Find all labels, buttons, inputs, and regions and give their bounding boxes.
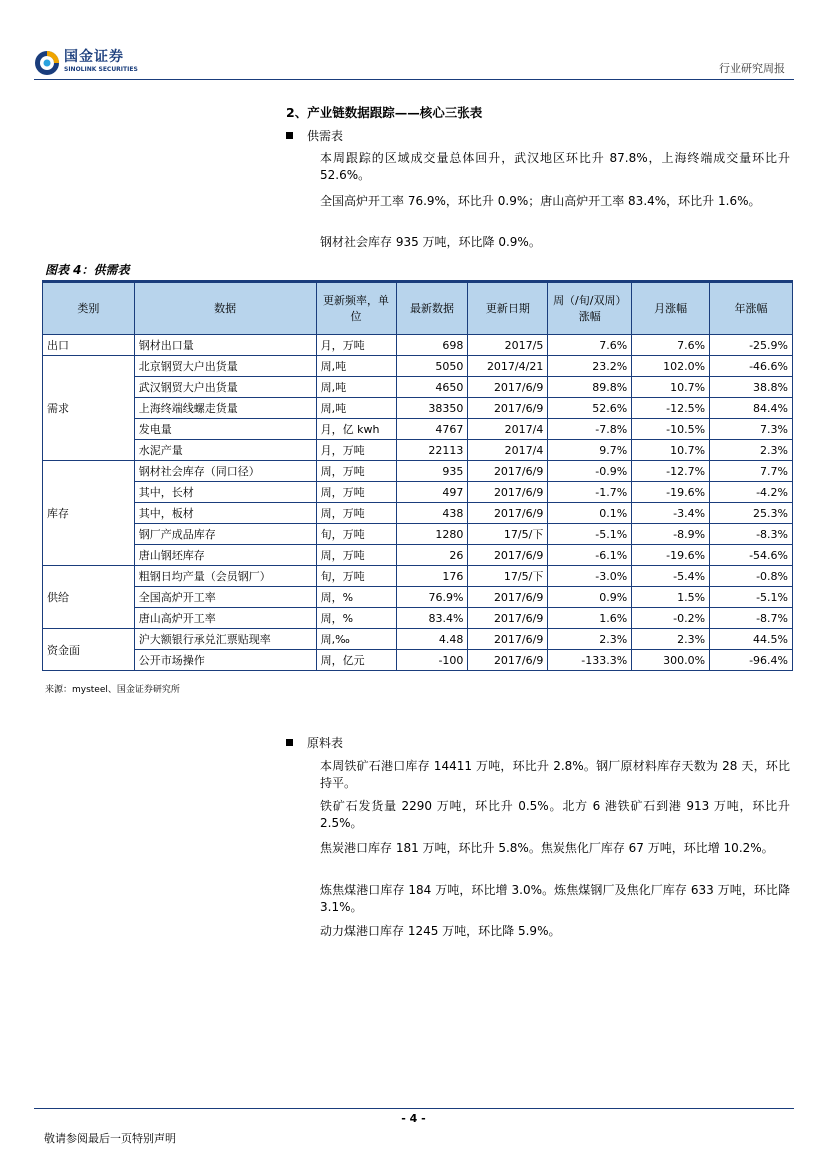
table-row [43, 566, 793, 587]
report-type: 行业研究周报 [719, 62, 785, 75]
sinolink-logo-icon [34, 50, 60, 76]
cell-month-change: -12.5% [632, 398, 710, 419]
cell-date: 17/5/下 [468, 566, 548, 587]
cell-month-change: 10.7% [632, 440, 710, 461]
cell-date: 2017/6/9 [468, 398, 548, 419]
cell-date: 2017/6/9 [468, 608, 548, 629]
cell-unit: 月，万吨 [316, 440, 396, 461]
cell-item: 沪大额银行承兑汇票贴现率 [134, 629, 316, 650]
cell-unit: 旬，万吨 [316, 524, 396, 545]
cell-month-change: 300.0% [632, 650, 710, 671]
supply-demand-paragraph-2: 全国高炉开工率 76.9%，环比升 0.9%；唐山高炉开工率 83.4%，环比升 1.6%。 [320, 194, 761, 208]
cell-week-change: -0.9% [548, 461, 632, 482]
supply-demand-table [42, 282, 793, 671]
cell-year-change: -46.6% [710, 356, 793, 377]
cell-week-change: -1.7% [548, 482, 632, 503]
cell-year-change: 44.5% [710, 629, 793, 650]
cell-item: 钢材社会库存（同口径） [134, 461, 316, 482]
cell-category: 需求 [43, 356, 135, 461]
cell-item: 水泥产量 [134, 440, 316, 461]
cell-date: 2017/6/9 [468, 377, 548, 398]
cell-date: 2017/6/9 [468, 503, 548, 524]
cell-month-change: 10.7% [632, 377, 710, 398]
cell-year-change: -25.9% [710, 335, 793, 356]
cell-date: 2017/4 [468, 419, 548, 440]
cell-latest: 176 [396, 566, 468, 587]
company-logo [34, 50, 154, 76]
table-row [43, 629, 793, 650]
section-title: 2、产业链数据跟踪——核心三张表 [286, 105, 483, 120]
cell-date: 2017/6/9 [468, 482, 548, 503]
cell-month-change: 102.0% [632, 356, 710, 377]
table-row [43, 545, 793, 566]
cell-date: 2017/4/21 [468, 356, 548, 377]
raw-materials-paragraph-2: 铁矿石发货量 2290 万吨，环比升 0.5%。北方 6 港铁矿石到港 913 万吨，环比升 2.5%。 [320, 799, 790, 830]
table-row [43, 503, 793, 524]
cell-date: 2017/6/9 [468, 587, 548, 608]
figure-title: 图表 4：供需表 [45, 263, 130, 277]
cell-week-change: 7.6% [548, 335, 632, 356]
cell-category: 资金面 [43, 629, 135, 671]
cell-week-change: 0.9% [548, 587, 632, 608]
table-row [43, 608, 793, 629]
cell-unit: 周，万吨 [316, 545, 396, 566]
cell-unit: 周,吨 [316, 356, 396, 377]
raw-materials-paragraph-1: 本周铁矿石港口库存 14411 万吨，环比升 2.8%。钢厂原材料库存天数为 28 天，环比持平。 [320, 759, 790, 790]
cell-latest: 4767 [396, 419, 468, 440]
col-header-item: 数据 [134, 283, 316, 335]
header-divider [34, 79, 794, 80]
cell-month-change: -19.6% [632, 545, 710, 566]
table-body [43, 335, 793, 671]
cell-month-change: -3.4% [632, 503, 710, 524]
cell-latest: 4650 [396, 377, 468, 398]
cell-category: 出口 [43, 335, 135, 356]
table-row [43, 524, 793, 545]
cell-year-change: 7.3% [710, 419, 793, 440]
col-header-date: 更新日期 [468, 283, 548, 335]
cell-latest: 26 [396, 545, 468, 566]
footer-disclaimer: 敬请参阅最后一页特别声明 [44, 1132, 176, 1145]
cell-week-change: 2.3% [548, 629, 632, 650]
supply-demand-heading-text: 供需表 [307, 129, 344, 143]
col-header-week-change: 周（/旬/双周）涨幅 [548, 283, 632, 335]
cell-unit: 月，亿 kwh [316, 419, 396, 440]
supply-demand-paragraph-1: 本周跟踪的区域成交量总体回升，武汉地区环比升 87.8%，上海终端成交量环比升 52.6%。 [320, 151, 790, 182]
cell-year-change: 2.3% [710, 440, 793, 461]
cell-item: 钢厂产成品库存 [134, 524, 316, 545]
logo-english-name: SINOLINK SECURITIES [64, 66, 138, 73]
cell-unit: 周，% [316, 608, 396, 629]
table-row [43, 587, 793, 608]
figure-source: 来源：mysteel、国金证券研究所 [45, 685, 180, 695]
cell-item: 粗钢日均产量（会员钢厂） [134, 566, 316, 587]
cell-unit: 周，万吨 [316, 461, 396, 482]
cell-week-change: -3.0% [548, 566, 632, 587]
cell-month-change: -0.2% [632, 608, 710, 629]
cell-latest: 497 [396, 482, 468, 503]
cell-latest: -100 [396, 650, 468, 671]
col-header-category: 类别 [43, 283, 135, 335]
square-bullet-icon [286, 132, 293, 139]
cell-week-change: 89.8% [548, 377, 632, 398]
table-row [43, 398, 793, 419]
cell-date: 2017/6/9 [468, 461, 548, 482]
cell-year-change: 38.8% [710, 377, 793, 398]
table-row [43, 440, 793, 461]
page-header [0, 0, 827, 80]
cell-latest: 1280 [396, 524, 468, 545]
cell-unit: 周,吨 [316, 398, 396, 419]
cell-year-change: -0.8% [710, 566, 793, 587]
cell-latest: 22113 [396, 440, 468, 461]
cell-category: 库存 [43, 461, 135, 566]
cell-year-change: -96.4% [710, 650, 793, 671]
cell-unit: 月，万吨 [316, 335, 396, 356]
footer-divider [34, 1108, 794, 1109]
cell-year-change: -8.7% [710, 608, 793, 629]
cell-week-change: 1.6% [548, 608, 632, 629]
cell-week-change: 23.2% [548, 356, 632, 377]
cell-unit: 旬，万吨 [316, 566, 396, 587]
cell-date: 2017/6/9 [468, 545, 548, 566]
raw-materials-paragraph-3: 焦炭港口库存 181 万吨，环比升 5.8%。焦炭焦化厂库存 67 万吨，环比增 10.2%。 [320, 841, 774, 855]
cell-item: 其中，板材 [134, 503, 316, 524]
square-bullet-icon [286, 739, 293, 746]
cell-month-change: -8.9% [632, 524, 710, 545]
supply-demand-heading [286, 127, 343, 144]
col-header-month-change: 月涨幅 [632, 283, 710, 335]
cell-week-change: -5.1% [548, 524, 632, 545]
cell-month-change: 1.5% [632, 587, 710, 608]
cell-month-change: 2.3% [632, 629, 710, 650]
cell-item: 上海终端线螺走货量 [134, 398, 316, 419]
table-row [43, 419, 793, 440]
col-header-year-change: 年涨幅 [710, 283, 793, 335]
cell-category: 供给 [43, 566, 135, 629]
cell-item: 唐山钢坯库存 [134, 545, 316, 566]
cell-item: 公开市场操作 [134, 650, 316, 671]
table-row [43, 461, 793, 482]
cell-month-change: -5.4% [632, 566, 710, 587]
cell-week-change: 9.7% [548, 440, 632, 461]
cell-week-change: -6.1% [548, 545, 632, 566]
raw-materials-heading [286, 734, 343, 751]
cell-item: 武汉钢贸大户出货量 [134, 377, 316, 398]
cell-week-change: 0.1% [548, 503, 632, 524]
cell-date: 2017/4 [468, 440, 548, 461]
cell-latest: 83.4% [396, 608, 468, 629]
table-header-row [43, 283, 793, 335]
cell-item: 全国高炉开工率 [134, 587, 316, 608]
cell-latest: 698 [396, 335, 468, 356]
cell-year-change: 25.3% [710, 503, 793, 524]
supply-demand-paragraph-3: 钢材社会库存 935 万吨，环比降 0.9%。 [320, 235, 541, 249]
cell-week-change: -133.3% [548, 650, 632, 671]
cell-latest: 4.48 [396, 629, 468, 650]
cell-year-change: -4.2% [710, 482, 793, 503]
cell-item: 发电量 [134, 419, 316, 440]
cell-unit: 周,吨 [316, 377, 396, 398]
cell-year-change: -5.1% [710, 587, 793, 608]
cell-month-change: 7.6% [632, 335, 710, 356]
cell-unit: 周,‰ [316, 629, 396, 650]
cell-item: 北京钢贸大户出货量 [134, 356, 316, 377]
cell-month-change: -19.6% [632, 482, 710, 503]
cell-date: 2017/6/9 [468, 629, 548, 650]
cell-latest: 935 [396, 461, 468, 482]
cell-year-change: 84.4% [710, 398, 793, 419]
cell-latest: 38350 [396, 398, 468, 419]
col-header-latest: 最新数据 [396, 283, 468, 335]
col-header-unit: 更新频率，单位 [316, 283, 396, 335]
cell-year-change: -8.3% [710, 524, 793, 545]
cell-week-change: -7.8% [548, 419, 632, 440]
cell-date: 2017/6/9 [468, 650, 548, 671]
raw-materials-paragraph-4: 炼焦煤港口库存 184 万吨，环比增 3.0%。炼焦煤钢厂及焦化厂库存 633 万吨，环比降 3.1%。 [320, 883, 790, 914]
logo-chinese-name: 国金证券 [64, 49, 124, 65]
cell-unit: 周，万吨 [316, 503, 396, 524]
cell-unit: 周，万吨 [316, 482, 396, 503]
raw-materials-heading-text: 原料表 [307, 736, 344, 750]
cell-unit: 周，% [316, 587, 396, 608]
table-row [43, 335, 793, 356]
table-row [43, 377, 793, 398]
cell-latest: 5050 [396, 356, 468, 377]
table-row [43, 650, 793, 671]
cell-latest: 438 [396, 503, 468, 524]
cell-month-change: -10.5% [632, 419, 710, 440]
cell-date: 17/5/下 [468, 524, 548, 545]
cell-year-change: 7.7% [710, 461, 793, 482]
cell-date: 2017/5 [468, 335, 548, 356]
cell-unit: 周，亿元 [316, 650, 396, 671]
cell-year-change: -54.6% [710, 545, 793, 566]
table-row [43, 482, 793, 503]
cell-week-change: 52.6% [548, 398, 632, 419]
raw-materials-paragraph-5: 动力煤港口库存 1245 万吨，环比降 5.9%。 [320, 924, 561, 938]
cell-item: 钢材出口量 [134, 335, 316, 356]
cell-month-change: -12.7% [632, 461, 710, 482]
page-number: - 4 - [401, 1112, 426, 1125]
table-row [43, 356, 793, 377]
cell-item: 其中，长材 [134, 482, 316, 503]
cell-item: 唐山高炉开工率 [134, 608, 316, 629]
cell-latest: 76.9% [396, 587, 468, 608]
